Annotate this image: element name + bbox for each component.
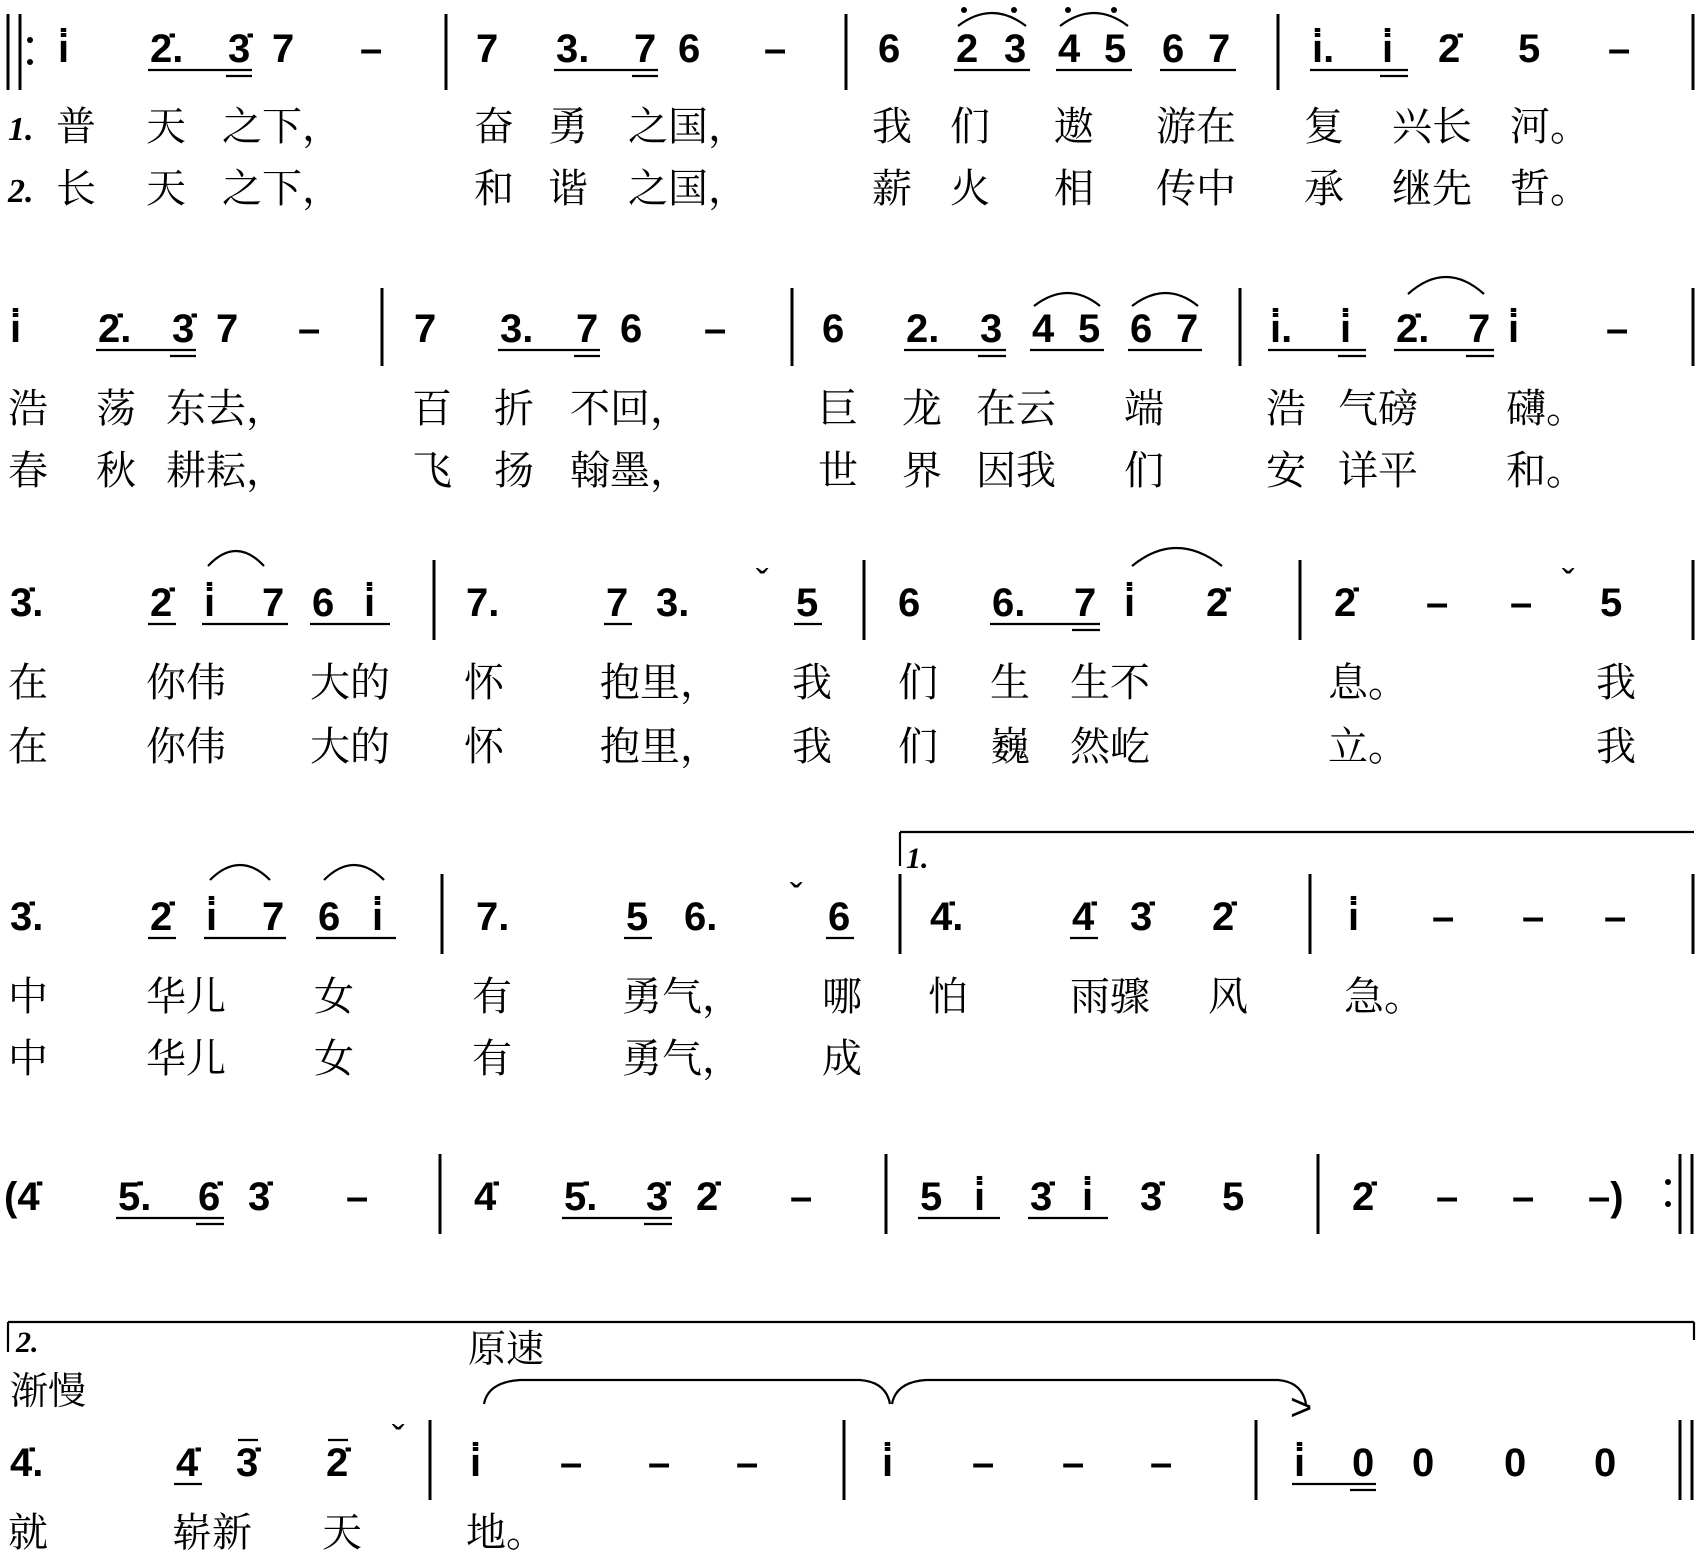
note: i̇ — [1508, 307, 1520, 351]
note: 4̇ — [1072, 895, 1095, 939]
note: 2̇ — [1334, 581, 1357, 625]
note: i̇ — [882, 1441, 894, 1485]
lyric: 天 — [322, 1510, 362, 1556]
lyric: 有 — [472, 1036, 512, 1082]
note: 4 — [1032, 307, 1055, 351]
note: 3̇ — [1030, 1175, 1053, 1219]
lyric: 之国， — [628, 166, 748, 212]
note: 3 — [980, 307, 1003, 351]
note: 5 — [1222, 1175, 1245, 1219]
lyric: 详平 — [1338, 448, 1418, 494]
repeat-dot — [27, 37, 33, 43]
note: i̇ — [1294, 1441, 1306, 1485]
octave-dot — [1011, 7, 1017, 13]
note: – — [972, 1441, 995, 1485]
lyric: 华儿 — [146, 974, 226, 1020]
lyric: 雨骤 — [1070, 974, 1150, 1020]
note: 5̇. — [118, 1175, 152, 1219]
note: – — [736, 1441, 759, 1485]
note: 6 — [1130, 307, 1153, 351]
lyric: 河。 — [1510, 104, 1590, 150]
system-4 — [8, 832, 1694, 1082]
note: – — [298, 307, 321, 351]
lyric: 勇 — [548, 104, 588, 150]
lyric: 地。 — [466, 1510, 546, 1556]
octave-dot — [1111, 7, 1117, 13]
note: – — [764, 27, 787, 71]
note: i̇ — [1340, 307, 1352, 351]
note: 3̇ — [646, 1175, 669, 1219]
verse-number: 1. — [8, 111, 34, 148]
lyric: 巍 — [990, 724, 1030, 770]
note: 4̇ — [474, 1175, 497, 1219]
note: 7 — [576, 307, 599, 351]
system-5-interlude — [4, 1154, 1692, 1234]
note: i̇ — [470, 1441, 482, 1485]
lyric: 界 — [902, 448, 942, 494]
note: 3̇ — [236, 1441, 259, 1485]
lyric: 薪 — [872, 166, 912, 212]
lyric: 之下， — [222, 104, 342, 150]
note: 7 — [262, 895, 285, 939]
note: 5̇. — [564, 1175, 598, 1219]
note: 2̇. — [98, 307, 132, 351]
note: 0 — [1352, 1441, 1375, 1485]
lyric: 浩 — [8, 386, 48, 432]
note: 7 — [216, 307, 239, 351]
note: – — [1512, 1175, 1535, 1219]
note: 0 — [1594, 1441, 1617, 1485]
slur — [1060, 13, 1128, 26]
lyric: 们 — [950, 104, 990, 150]
slur — [210, 865, 270, 880]
note: 3. — [500, 307, 534, 351]
note: – — [560, 1441, 583, 1485]
lyric: 扬 — [494, 448, 534, 494]
tie — [484, 1380, 890, 1404]
lyric: 浩 — [1266, 386, 1306, 432]
note: 7 — [272, 27, 295, 71]
note: 2̇ — [150, 581, 173, 625]
lyric: 在 — [8, 724, 48, 770]
note: i̇ — [974, 1175, 986, 1219]
breath-mark: ˇ — [392, 1419, 405, 1461]
lyric: 气磅 — [1338, 386, 1418, 432]
note: – — [1510, 581, 1533, 625]
note: 7 — [1208, 27, 1231, 71]
lyric: 女 — [314, 974, 354, 1020]
breath-mark: ˇ — [1562, 563, 1575, 605]
repeat-dot — [1665, 1179, 1671, 1185]
note: – — [648, 1441, 671, 1485]
lyric: 息。 — [1328, 660, 1408, 706]
lyric: 我 — [1596, 724, 1636, 770]
note: i̇ — [204, 581, 216, 625]
lyric: 就 — [8, 1510, 48, 1556]
lyric: 生 — [990, 660, 1030, 706]
note: 4̇ — [176, 1441, 199, 1485]
note: 3̇. — [10, 895, 44, 939]
repeat-dot — [1665, 1201, 1671, 1207]
note: 0 — [1412, 1441, 1435, 1485]
note: 5 — [1600, 581, 1623, 625]
repeat-dot — [27, 59, 33, 65]
breath-mark: ˇ — [756, 563, 769, 605]
note: – — [1608, 27, 1631, 71]
note: 6 — [878, 27, 901, 71]
system-1 — [7, 7, 1693, 212]
note: 7 — [262, 581, 285, 625]
lyric: 游在 — [1156, 104, 1236, 150]
lyric: 之下， — [222, 166, 342, 212]
lyric: 东去， — [166, 386, 286, 432]
lyric: 承 — [1304, 166, 1344, 212]
lyric: 谐 — [548, 166, 588, 212]
slur — [208, 551, 264, 566]
octave-dot — [961, 7, 967, 13]
lyric: 巨 — [818, 386, 858, 432]
lyric: 复 — [1304, 104, 1344, 150]
note: – — [1606, 307, 1629, 351]
lyric: 荡 — [96, 386, 136, 432]
note: i̇ — [58, 27, 70, 71]
note: i̇ — [372, 895, 384, 939]
lyric: 传中 — [1156, 166, 1236, 212]
lyric: 因我 — [976, 448, 1056, 494]
note: 5 — [1104, 27, 1127, 71]
note: i̇ — [1382, 27, 1394, 71]
lyric: 在 — [8, 660, 48, 706]
slur — [1132, 293, 1198, 306]
note: – — [1062, 1441, 1085, 1485]
lyric: 端 — [1124, 386, 1164, 432]
note: 2̇. — [1396, 307, 1430, 351]
note: – — [1432, 895, 1455, 939]
note: – — [1522, 895, 1545, 939]
lyric: 急。 — [1344, 974, 1424, 1020]
note: 3̇ — [172, 307, 195, 351]
note: 7. — [476, 895, 510, 939]
lyric: 中 — [8, 974, 48, 1020]
note: 5 — [1078, 307, 1101, 351]
lyric: 大的 — [310, 724, 390, 770]
note: 6 — [312, 581, 335, 625]
note: i̇. — [1312, 27, 1335, 71]
lyric: 百 — [412, 386, 452, 432]
lyric: 生不 — [1070, 660, 1150, 706]
note: 6. — [992, 581, 1026, 625]
lyric: 继先 — [1392, 166, 1472, 212]
tie — [892, 1380, 1306, 1404]
note: i̇ — [10, 307, 22, 351]
lyric: 你伟 — [146, 660, 226, 706]
note: 5 — [920, 1175, 943, 1219]
note: 5 — [626, 895, 649, 939]
lyric: 翰墨， — [570, 448, 690, 494]
slur — [324, 865, 384, 880]
note: 6 — [828, 895, 851, 939]
note: (4̇ — [4, 1175, 40, 1219]
note: 2 — [956, 27, 979, 71]
note: 6 — [822, 307, 845, 351]
lyric: 遨 — [1054, 104, 1094, 150]
lyric: 礴。 — [1506, 386, 1586, 432]
note: 3. — [556, 27, 590, 71]
note: 3̇ — [1140, 1175, 1163, 1219]
lyric: 崭新 — [172, 1510, 252, 1556]
lyric: 秋 — [96, 448, 136, 494]
slur — [1034, 293, 1100, 306]
lyric: 怀 — [464, 724, 504, 770]
note: – — [346, 1175, 369, 1219]
note: 3. — [656, 581, 690, 625]
lyric: 们 — [1124, 448, 1164, 494]
note: 2̇ — [1352, 1175, 1375, 1219]
tempo-direction: 渐慢 — [10, 1369, 87, 1413]
note: 5 — [796, 581, 819, 625]
system-2 — [8, 277, 1693, 494]
note: 5 — [1518, 27, 1541, 71]
note: 4̇. — [10, 1441, 44, 1485]
lyric: 我 — [792, 724, 832, 770]
note: 2̇ — [326, 1441, 349, 1485]
lyric: 风 — [1208, 974, 1248, 1020]
lyric: 和。 — [1506, 448, 1586, 494]
lyric: 折 — [494, 386, 534, 432]
verse-number: 2. — [8, 173, 34, 210]
breath-mark: ˇ — [790, 877, 803, 919]
lyric: 长 — [56, 166, 96, 212]
note: 6. — [684, 895, 718, 939]
note: – — [1604, 895, 1627, 939]
note: 7 — [1176, 307, 1199, 351]
accent-mark: > — [1290, 1387, 1313, 1429]
lyric: 怕 — [928, 974, 968, 1020]
note: 2̇ — [1438, 27, 1461, 71]
note: 7 — [634, 27, 657, 71]
lyric: 天 — [146, 104, 186, 150]
note: 6 — [318, 895, 341, 939]
note: 2̇ — [1212, 895, 1235, 939]
note: i̇ — [364, 581, 376, 625]
note: – — [360, 27, 383, 71]
note: 4 — [1058, 27, 1081, 71]
note: i̇. — [1270, 307, 1293, 351]
lyric: 火 — [950, 166, 990, 212]
slur — [1132, 548, 1222, 566]
lyric: 春 — [8, 448, 48, 494]
lyric: 在云 — [976, 386, 1056, 432]
note: – — [1436, 1175, 1459, 1219]
note: – — [1150, 1441, 1173, 1485]
note: – — [1426, 581, 1449, 625]
note: 7 — [1074, 581, 1097, 625]
slur — [958, 13, 1026, 26]
note: 4̇. — [930, 895, 964, 939]
note: 2̇ — [1206, 581, 1229, 625]
note: 7 — [476, 27, 499, 71]
lyric: 成 — [822, 1036, 862, 1082]
lyric: 普 — [56, 104, 96, 150]
lyric: 勇气， — [622, 1036, 742, 1082]
lyric: 们 — [898, 724, 938, 770]
lyric: 相 — [1054, 166, 1094, 212]
note: 0 — [1504, 1441, 1527, 1485]
note: 7. — [466, 581, 500, 625]
lyric: 不回， — [570, 386, 690, 432]
lyric: 女 — [314, 1036, 354, 1082]
lyric: 抱里， — [600, 660, 720, 706]
lyric: 华儿 — [146, 1036, 226, 1082]
note: – — [790, 1175, 813, 1219]
lyric: 安 — [1266, 448, 1306, 494]
note: 3̇ — [1130, 895, 1153, 939]
note: 6̇ — [198, 1175, 221, 1219]
lyric: 和 — [474, 166, 514, 212]
note: i̇ — [1348, 895, 1360, 939]
note: i̇ — [206, 895, 218, 939]
lyric: 奋 — [474, 104, 514, 150]
lyric: 哲。 — [1510, 166, 1590, 212]
note: i̇ — [1082, 1175, 1094, 1219]
lyric: 我 — [1596, 660, 1636, 706]
tempo-direction: 原速 — [468, 1327, 545, 1371]
note: 2̇. — [150, 27, 184, 71]
lyric: 然屹 — [1070, 724, 1150, 770]
note: – — [704, 307, 727, 351]
note: 2. — [906, 307, 940, 351]
lyric: 天 — [146, 166, 186, 212]
note: –) — [1588, 1175, 1624, 1219]
note: i̇ — [1124, 581, 1136, 625]
note: 3 — [1004, 27, 1027, 71]
lyric: 龙 — [902, 386, 942, 432]
lyric: 立。 — [1328, 724, 1408, 770]
volta-label: 2. — [16, 1326, 39, 1359]
lyric: 你伟 — [146, 724, 226, 770]
slur — [1408, 277, 1484, 294]
note: 6 — [678, 27, 701, 71]
lyric: 抱里， — [600, 724, 720, 770]
lyric: 之国， — [628, 104, 748, 150]
note: 7 — [606, 581, 629, 625]
note: 7 — [1468, 307, 1491, 351]
note: 2̇ — [150, 895, 173, 939]
note: 6 — [620, 307, 643, 351]
lyric: 我 — [792, 660, 832, 706]
lyric: 耕耘， — [166, 448, 286, 494]
lyric: 勇气， — [622, 974, 742, 1020]
note: 3̇ — [228, 27, 251, 71]
lyric: 怀 — [464, 660, 504, 706]
note: 3̇. — [10, 581, 44, 625]
lyric: 我 — [872, 104, 912, 150]
lyric: 中 — [8, 1036, 48, 1082]
system-3 — [8, 548, 1693, 770]
lyric: 哪 — [822, 974, 862, 1020]
octave-dot — [1065, 7, 1071, 13]
note: 6 — [898, 581, 921, 625]
note: 7 — [414, 307, 437, 351]
lyric: 飞 — [412, 448, 452, 494]
lyric: 兴长 — [1392, 104, 1472, 150]
system-6-second-ending — [8, 1322, 1694, 1556]
lyric: 们 — [898, 660, 938, 706]
lyric: 世 — [818, 448, 858, 494]
note: 3̇ — [248, 1175, 271, 1219]
note: 2̇ — [696, 1175, 719, 1219]
lyric: 大的 — [310, 660, 390, 706]
lyric: 有 — [472, 974, 512, 1020]
volta-label: 1. — [906, 842, 929, 875]
note: 6 — [1162, 27, 1185, 71]
